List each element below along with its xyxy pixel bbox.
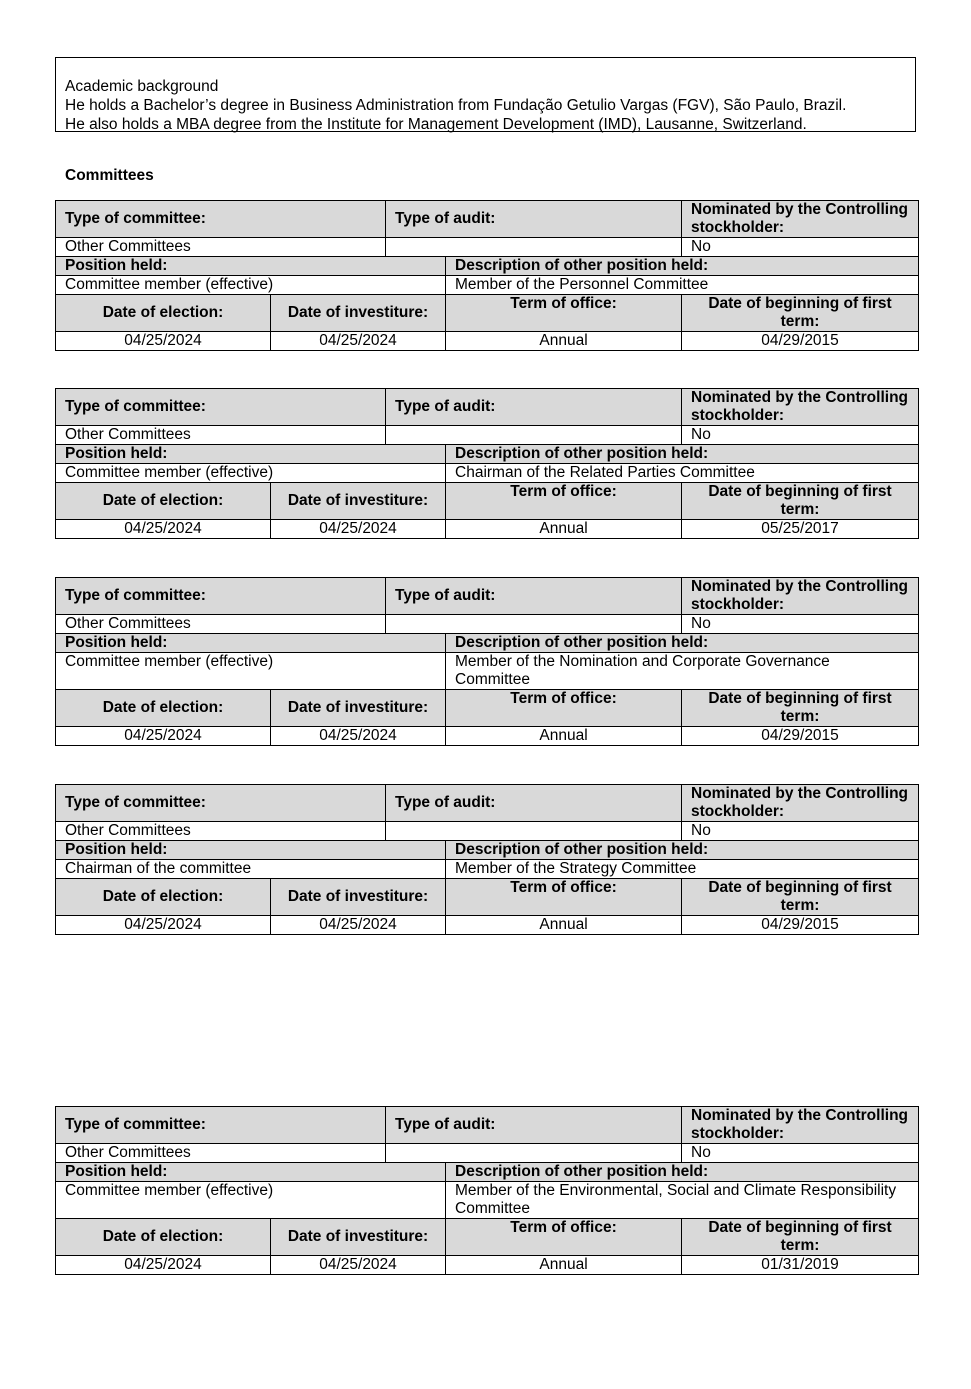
type-of-committee-label: Type of committee: [56,201,386,238]
academic-line-1: He holds a Bachelor’s degree in Business Administration from Fundação Getulio Vargas (FGV), São Paulo, Brazil. [65,97,847,114]
nominated-label: Nominated by the Controlling stockholder: [682,1107,919,1144]
position-held-label: Position held: [56,257,446,276]
position-held-label: Position held: [56,1163,446,1182]
nominated-value: No [682,1144,919,1163]
date-of-investiture-value: 04/25/2024 [271,727,446,746]
first-term-value: 04/29/2015 [682,332,919,351]
type-of-audit-label: Type of audit: [386,389,682,426]
term-of-office-value: Annual [446,727,682,746]
first-term-value: 01/31/2019 [682,1256,919,1275]
type-of-committee-value: Other Committees [56,238,386,257]
type-of-audit-label: Type of audit: [386,201,682,238]
date-of-investiture-value: 04/25/2024 [271,1256,446,1275]
position-held-value: Committee member (effective) [56,1182,446,1219]
date-of-election-label: Date of election: [56,690,271,727]
date-of-election-label: Date of election: [56,483,271,520]
date-of-election-value: 04/25/2024 [56,1256,271,1275]
date-of-election-label: Date of election: [56,1219,271,1256]
first-term-label: Date of beginning of first term: [682,690,919,727]
committee-table [55,388,919,539]
position-held-value: Committee member (effective) [56,276,446,295]
date-of-investiture-label: Date of investiture: [271,483,446,520]
type-of-audit-value [386,615,682,634]
term-of-office-label: Term of office: [446,879,682,916]
type-of-committee-label: Type of committee: [56,1107,386,1144]
date-of-election-label: Date of election: [56,295,271,332]
term-of-office-value: Annual [446,1256,682,1275]
description-value: Member of the Personnel Committee [446,276,919,295]
type-of-committee-label: Type of committee: [56,578,386,615]
committee-table [55,200,919,351]
description-value: Member of the Nomination and Corporate Governance Committee [446,653,919,690]
term-of-office-value: Annual [446,332,682,351]
type-of-committee-value: Other Committees [56,1144,386,1163]
date-of-investiture-label: Date of investiture: [271,690,446,727]
position-held-label: Position held: [56,634,446,653]
academic-heading: Academic background [65,78,219,95]
academic-background-box [55,57,916,132]
date-of-election-value: 04/25/2024 [56,520,271,539]
position-held-value: Chairman of the committee [56,860,446,879]
first-term-label: Date of beginning of first term: [682,295,919,332]
section-title: Committees [65,167,154,184]
description-label: Description of other position held: [446,634,919,653]
term-of-office-value: Annual [446,520,682,539]
description-value: Chairman of the Related Parties Committee [446,464,919,483]
date-of-investiture-value: 04/25/2024 [271,520,446,539]
term-of-office-value: Annual [446,916,682,935]
type-of-audit-label: Type of audit: [386,1107,682,1144]
committee-table [55,1106,919,1275]
position-held-value: Committee member (effective) [56,464,446,483]
nominated-value: No [682,426,919,445]
type-of-audit-value [386,822,682,841]
date-of-election-value: 04/25/2024 [56,727,271,746]
position-held-label: Position held: [56,841,446,860]
term-of-office-label: Term of office: [446,295,682,332]
committee-table [55,577,919,746]
first-term-label: Date of beginning of first term: [682,483,919,520]
type-of-committee-label: Type of committee: [56,389,386,426]
type-of-audit-value [386,1144,682,1163]
type-of-audit-label: Type of audit: [386,578,682,615]
nominated-value: No [682,615,919,634]
type-of-audit-value [386,238,682,257]
nominated-value: No [682,238,919,257]
type-of-committee-label: Type of committee: [56,785,386,822]
position-held-value: Committee member (effective) [56,653,446,690]
date-of-investiture-value: 04/25/2024 [271,916,446,935]
description-label: Description of other position held: [446,1163,919,1182]
date-of-election-label: Date of election: [56,879,271,916]
date-of-investiture-value: 04/25/2024 [271,332,446,351]
date-of-election-value: 04/25/2024 [56,332,271,351]
nominated-label: Nominated by the Controlling stockholder: [682,389,919,426]
date-of-investiture-label: Date of investiture: [271,295,446,332]
description-value: Member of the Environmental, Social and Climate Responsibility Committee [446,1182,919,1219]
position-held-label: Position held: [56,445,446,464]
first-term-label: Date of beginning of first term: [682,879,919,916]
nominated-label: Nominated by the Controlling stockholder: [682,578,919,615]
type-of-committee-value: Other Committees [56,426,386,445]
type-of-audit-value [386,426,682,445]
first-term-label: Date of beginning of first term: [682,1219,919,1256]
first-term-value: 04/29/2015 [682,727,919,746]
type-of-committee-value: Other Committees [56,822,386,841]
nominated-label: Nominated by the Controlling stockholder: [682,785,919,822]
description-label: Description of other position held: [446,445,919,464]
academic-line-2: He also holds a MBA degree from the Institute for Management Development (IMD), Lausanne, Switzerland. [65,116,807,133]
description-label: Description of other position held: [446,257,919,276]
date-of-investiture-label: Date of investiture: [271,879,446,916]
term-of-office-label: Term of office: [446,483,682,520]
first-term-value: 04/29/2015 [682,916,919,935]
nominated-label: Nominated by the Controlling stockholder: [682,201,919,238]
nominated-value: No [682,822,919,841]
committee-table [55,784,919,935]
description-value: Member of the Strategy Committee [446,860,919,879]
term-of-office-label: Term of office: [446,690,682,727]
date-of-investiture-label: Date of investiture: [271,1219,446,1256]
type-of-audit-label: Type of audit: [386,785,682,822]
first-term-value: 05/25/2017 [682,520,919,539]
description-label: Description of other position held: [446,841,919,860]
date-of-election-value: 04/25/2024 [56,916,271,935]
term-of-office-label: Term of office: [446,1219,682,1256]
type-of-committee-value: Other Committees [56,615,386,634]
